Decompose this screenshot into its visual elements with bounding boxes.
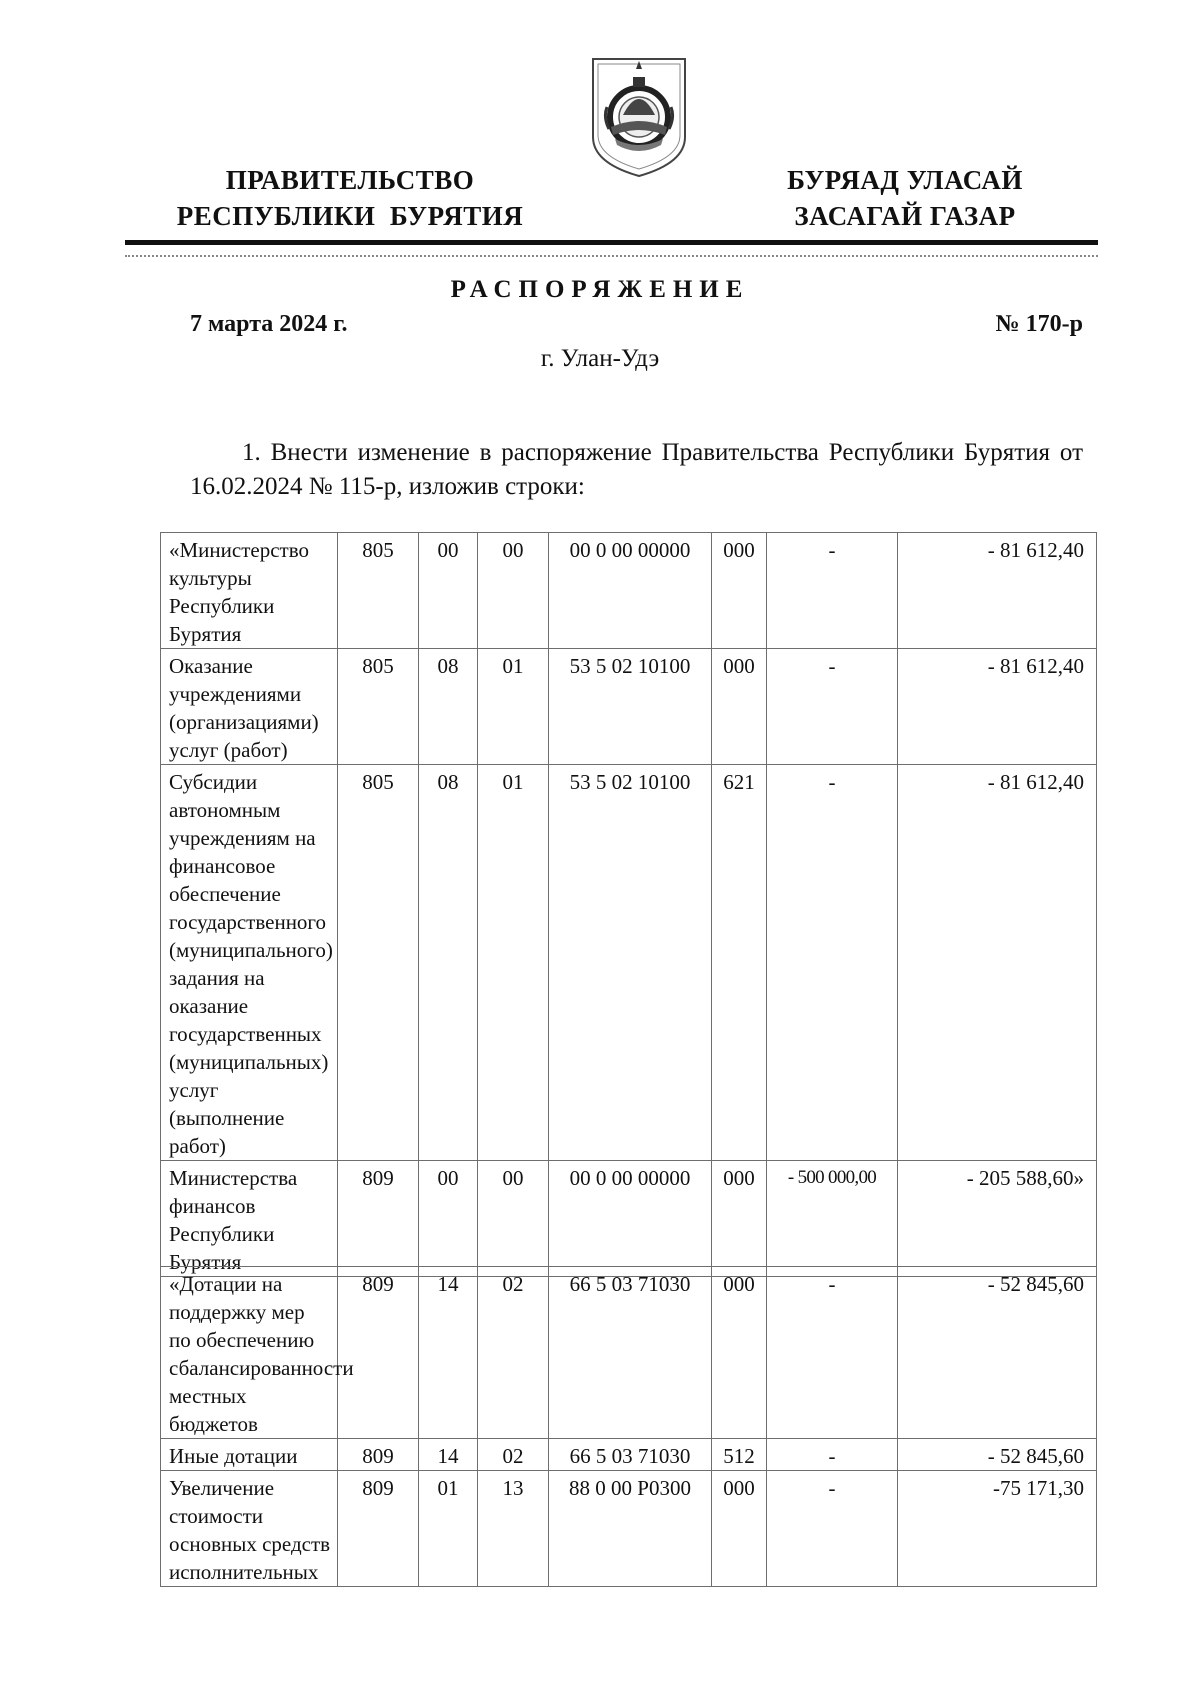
cell-amount-1: - 500 000,00	[767, 1161, 898, 1277]
cell-expense-type: 000	[712, 1161, 767, 1277]
row-name: Министерства финансов Республики Бурятия	[161, 1161, 338, 1277]
cell-expense-type: 512	[712, 1439, 767, 1471]
cell-amount-2: - 52 845,60	[898, 1267, 1097, 1439]
cell-amount-2: - 52 845,60	[898, 1439, 1097, 1471]
document-date: 7 марта 2024 г.	[190, 311, 348, 337]
body-paragraph	[190, 436, 1083, 504]
cell-target-article: 66 5 03 71030	[549, 1267, 712, 1439]
cell-amount-1: -	[767, 533, 898, 649]
cell-subsection: 00	[478, 1161, 549, 1277]
header-right-title	[740, 162, 1070, 234]
header-divider-thick	[125, 240, 1098, 245]
table-row	[161, 1439, 1097, 1471]
budget-table-2	[160, 1266, 1097, 1587]
cell-expense-type: 000	[712, 1471, 767, 1587]
table-row	[161, 1471, 1097, 1587]
coat-of-arms-icon	[589, 55, 689, 179]
cell-section: 01	[419, 1471, 478, 1587]
cell-grbs: 809	[338, 1471, 419, 1587]
document-number: № 170-р	[995, 311, 1083, 337]
header-left-line2: РЕСПУБЛИКИ БУРЯТИЯ	[176, 201, 524, 231]
cell-amount-1: -	[767, 1439, 898, 1471]
cell-section: 00	[419, 533, 478, 649]
cell-target-article: 66 5 03 71030	[549, 1439, 712, 1471]
row-name: Субсидии автономным учреждениям на финансовое обеспечение государственного (муниципального) задания на оказание государственных (муниципальных) услуг (выполнение работ)	[161, 765, 338, 1161]
cell-subsection: 01	[478, 649, 549, 765]
cell-amount-2: - 81 612,40	[898, 765, 1097, 1161]
table-row	[161, 765, 1097, 1161]
row-name: «Дотации на поддержку мер по обеспечению сбалансированности местных бюджетов	[161, 1267, 338, 1439]
cell-grbs: 805	[338, 533, 419, 649]
budget-table-1	[160, 532, 1097, 1277]
cell-subsection: 00	[478, 533, 549, 649]
cell-section: 08	[419, 649, 478, 765]
cell-amount-1: -	[767, 1471, 898, 1587]
cell-section: 08	[419, 765, 478, 1161]
cell-target-article: 53 5 02 10100	[549, 765, 712, 1161]
document-city: г. Улан-Удэ	[540, 345, 660, 372]
cell-amount-1: -	[767, 765, 898, 1161]
row-name: Оказание учреждениями (организациями) услуг (работ)	[161, 649, 338, 765]
table-row	[161, 1267, 1097, 1439]
table-row	[161, 649, 1097, 765]
cell-target-article: 88 0 00 Р0300	[549, 1471, 712, 1587]
cell-target-article: 00 0 00 00000	[549, 1161, 712, 1277]
table-row	[161, 1161, 1097, 1277]
cell-subsection: 02	[478, 1439, 549, 1471]
cell-grbs: 805	[338, 649, 419, 765]
cell-amount-2: - 205 588,60»	[898, 1161, 1097, 1277]
header-right-line1: БУРЯАД УЛАСАЙ	[787, 165, 1023, 195]
cell-amount-1: -	[767, 1267, 898, 1439]
cell-grbs: 805	[338, 765, 419, 1161]
cell-expense-type: 000	[712, 649, 767, 765]
table-row	[161, 533, 1097, 649]
cell-subsection: 02	[478, 1267, 549, 1439]
header-left-title	[170, 162, 530, 234]
cell-amount-2: - 81 612,40	[898, 649, 1097, 765]
cell-expense-type: 000	[712, 533, 767, 649]
body-paragraph-text: 1. Внести изменение в распоряжение Правительства Республики Бурятия от 16.02.2024 № 115-р, изложив строки:	[190, 439, 1083, 500]
cell-section: 14	[419, 1267, 478, 1439]
cell-section: 00	[419, 1161, 478, 1277]
cell-expense-type: 000	[712, 1267, 767, 1439]
cell-amount-2: - 81 612,40	[898, 533, 1097, 649]
cell-section: 14	[419, 1439, 478, 1471]
cell-expense-type: 621	[712, 765, 767, 1161]
cell-amount-2: -75 171,30	[898, 1471, 1097, 1587]
row-name: Увеличение стоимости основных средств исполнительных	[161, 1471, 338, 1587]
document-title: РАСПОРЯЖЕНИЕ	[450, 276, 750, 303]
cell-target-article: 53 5 02 10100	[549, 649, 712, 765]
row-name: Иные дотации	[161, 1439, 338, 1471]
cell-subsection: 01	[478, 765, 549, 1161]
header-divider-thin	[125, 255, 1098, 257]
header-right-line2: ЗАСАГАЙ ГАЗАР	[794, 201, 1016, 231]
cell-amount-1: -	[767, 649, 898, 765]
cell-target-article: 00 0 00 00000	[549, 533, 712, 649]
cell-grbs: 809	[338, 1161, 419, 1277]
row-name: «Министерство культуры Республики Бурятия	[161, 533, 338, 649]
cell-grbs: 809	[338, 1439, 419, 1471]
cell-grbs: 809	[338, 1267, 419, 1439]
header-left-line1: ПРАВИТЕЛЬСТВО	[225, 165, 475, 195]
cell-subsection: 13	[478, 1471, 549, 1587]
